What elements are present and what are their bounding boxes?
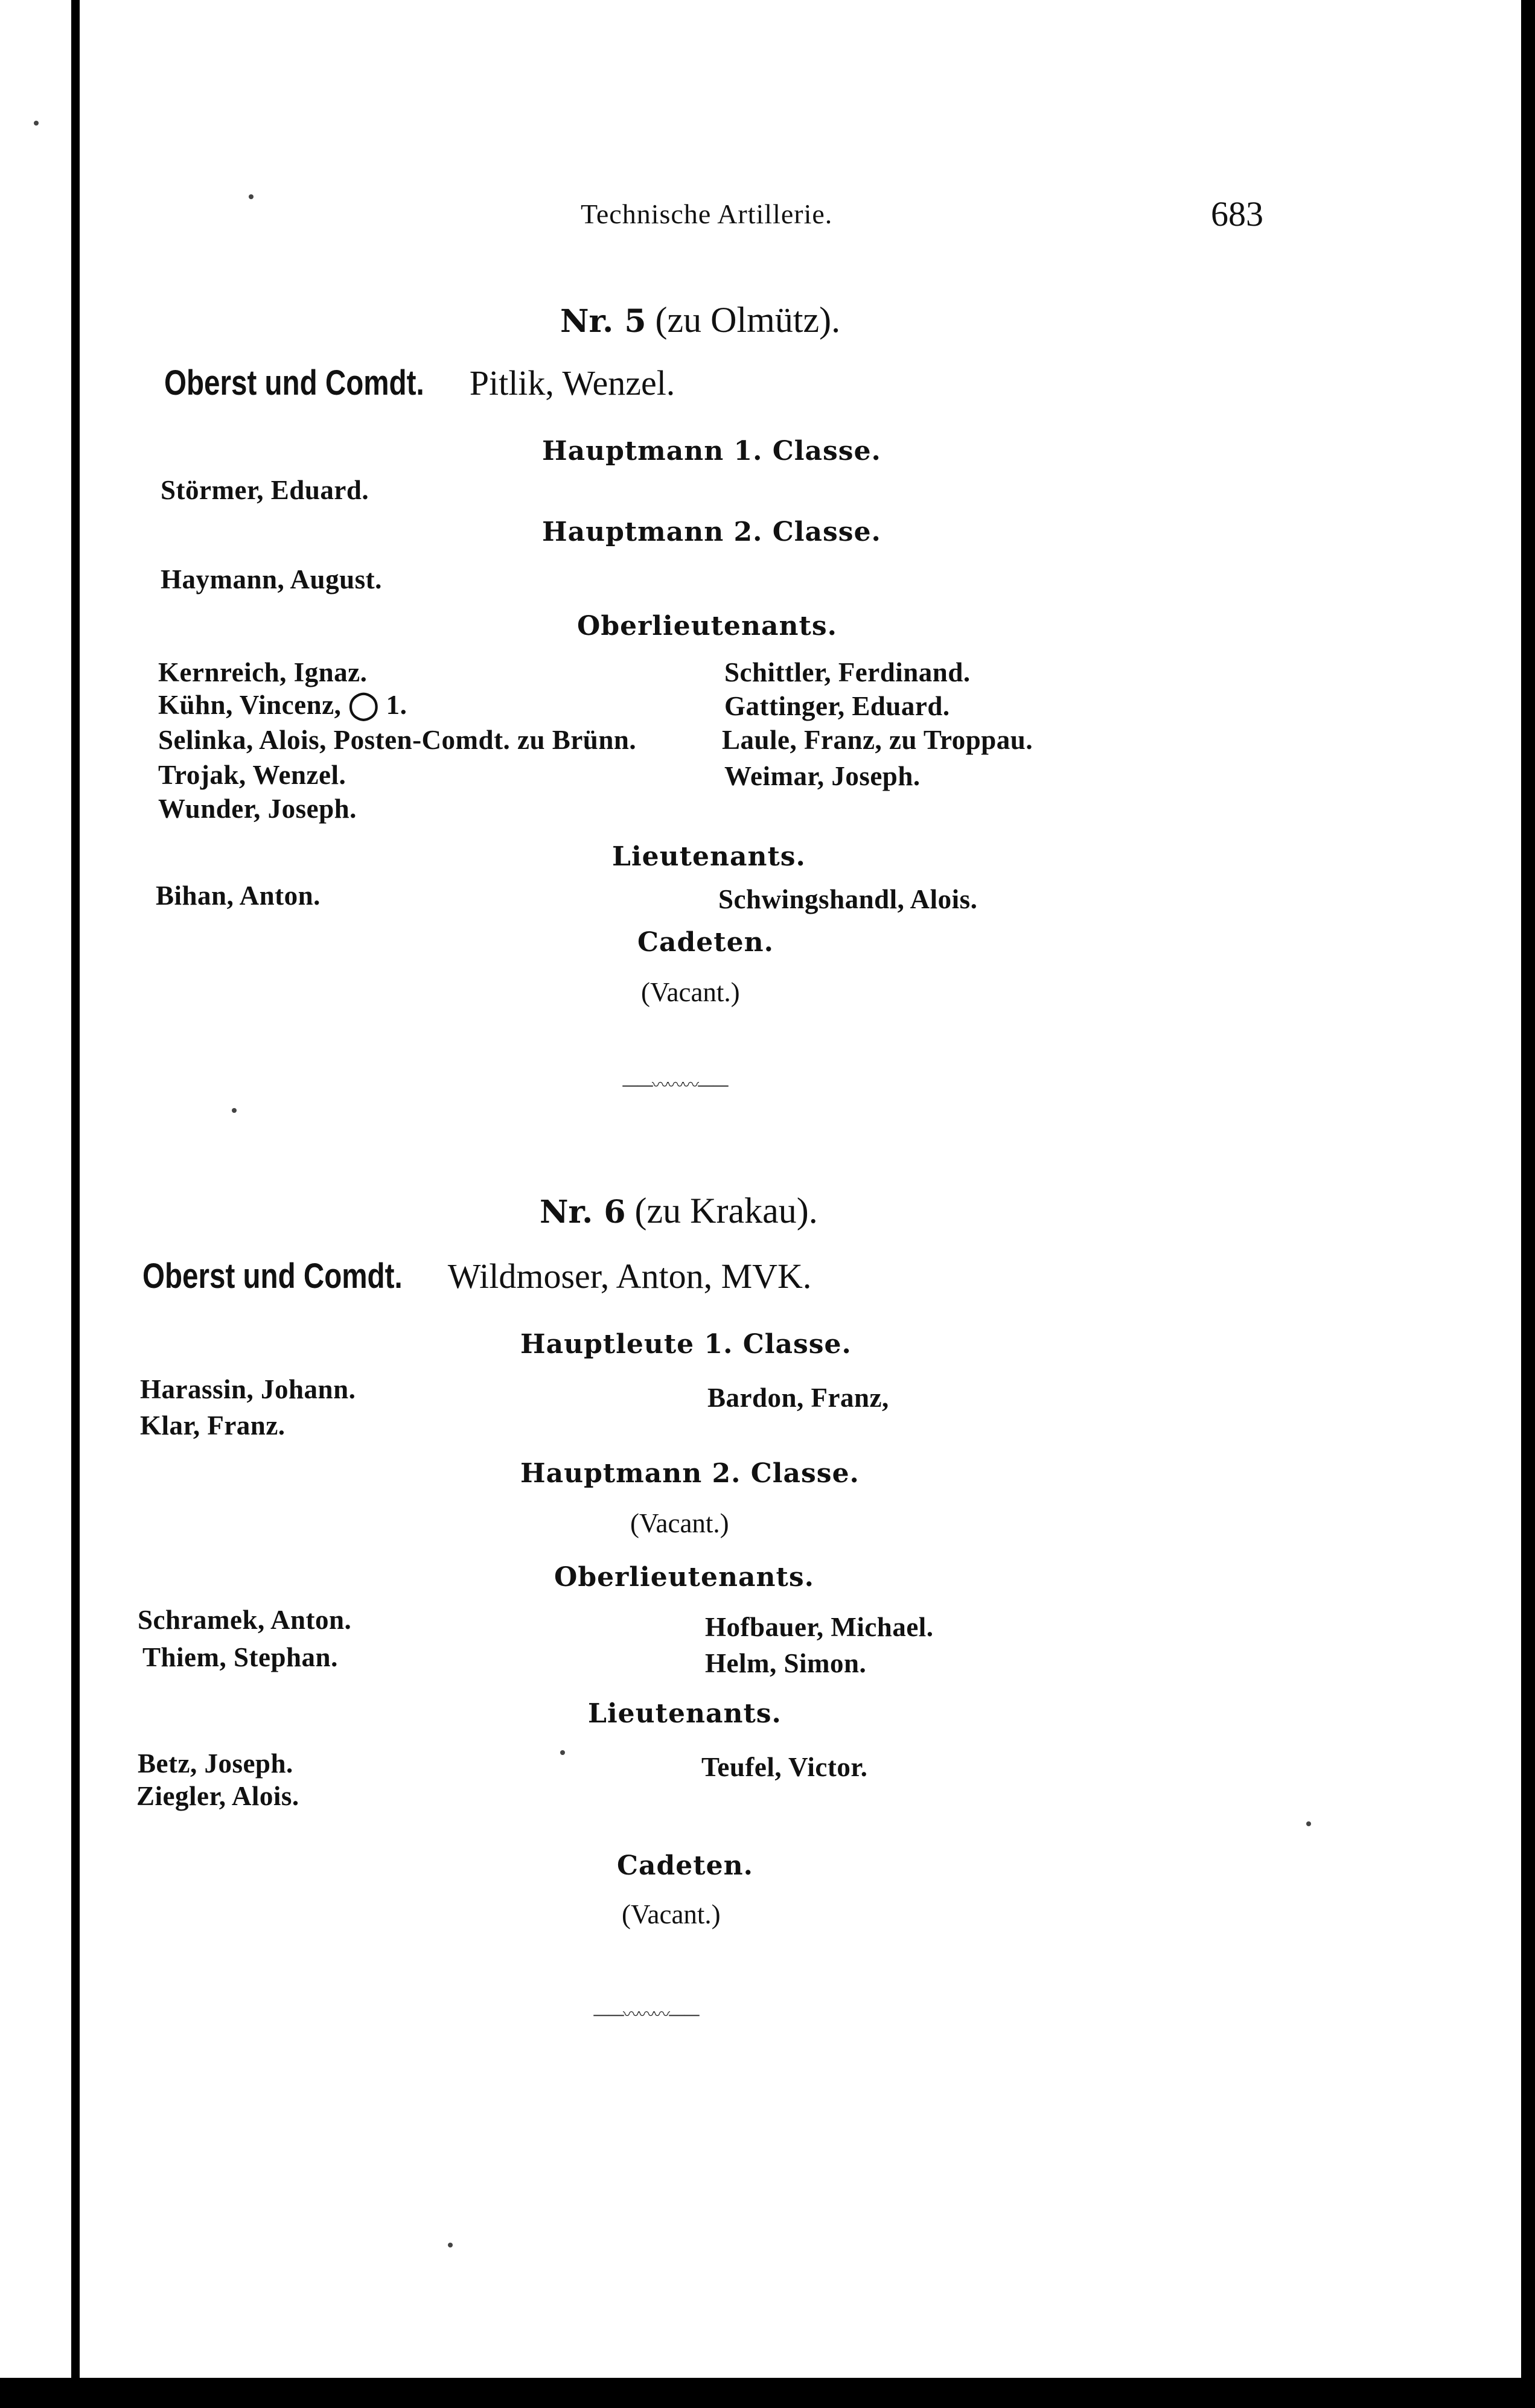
officer-name: Trojak, Wenzel. xyxy=(158,760,346,790)
rank-heading: Hauptmann 1. Classe. xyxy=(542,436,881,467)
commander-name: Pitlik, Wenzel. xyxy=(469,363,675,403)
rank-heading: Lieutenants. xyxy=(588,1698,782,1729)
commander-label: Oberst und Comdt. xyxy=(142,1257,403,1296)
section-divider: ——〰〰〰—— xyxy=(593,2004,699,2024)
officer-name: Wunder, Joseph. xyxy=(158,794,357,824)
rank-heading: Hauptmann 2. Classe. xyxy=(520,1458,860,1489)
commander-label: Oberst und Comdt. xyxy=(164,363,424,403)
book-page xyxy=(80,0,1521,2378)
section-6-place: (zu Krakau). xyxy=(634,1191,818,1231)
rank-heading: Oberlieutenants. xyxy=(577,611,837,642)
officer-name: Weimar, Joseph. xyxy=(724,761,921,791)
running-header-title: Technische Artillerie. xyxy=(581,199,833,229)
officer-name: Klar, Franz. xyxy=(140,1410,286,1441)
officer-name: Thiem, Stephan. xyxy=(142,1642,338,1672)
rank-heading: Hauptleute 1. Classe. xyxy=(520,1329,852,1360)
rank-heading: Oberlieutenants. xyxy=(554,1562,814,1593)
speck xyxy=(448,2243,453,2247)
officer-name: Ziegler, Alois. xyxy=(136,1781,299,1811)
section-5-number: Nr. 5 xyxy=(560,303,646,340)
section-6-number: Nr. 6 xyxy=(540,1194,626,1231)
officer-name: Helm, Simon. xyxy=(705,1648,867,1678)
right-page-edge xyxy=(1521,0,1535,2408)
page-number: 683 xyxy=(1211,194,1263,234)
rank-heading: Lieutenants. xyxy=(612,841,806,872)
speck xyxy=(232,1108,237,1113)
section-5-place: (zu Olmütz). xyxy=(655,300,841,340)
officer-name: Bihan, Anton. xyxy=(156,881,321,911)
section-6-heading xyxy=(540,1193,818,1229)
section-6-commander xyxy=(142,1259,811,1294)
page-gutter-edge xyxy=(71,0,80,2408)
officer-name: Selinka, Alois, Posten-Comdt. zu Brünn. xyxy=(158,725,637,755)
officer-name: Harassin, Johann. xyxy=(140,1374,356,1404)
officer-name: Laule, Franz, zu Troppau. xyxy=(722,725,1033,755)
speck xyxy=(34,121,39,126)
vacant-note: (Vacant.) xyxy=(622,1899,721,1929)
rank-heading: Cadeten. xyxy=(637,927,774,958)
officer-name: Teufel, Victor. xyxy=(701,1752,868,1782)
officer-name: Störmer, Eduard. xyxy=(161,475,369,505)
speck xyxy=(249,194,254,199)
bottom-page-edge xyxy=(0,2378,1535,2408)
vacant-note: (Vacant.) xyxy=(641,977,740,1007)
left-page-margin xyxy=(0,0,71,2408)
section-divider: ——〰〰〰—— xyxy=(622,1075,728,1095)
section-5-heading xyxy=(560,302,840,338)
officer-name: Hofbauer, Michael. xyxy=(705,1612,934,1642)
officer-name: Bardon, Franz, xyxy=(707,1383,889,1413)
officer-name: Kühn, Vincenz, ◯ 1. xyxy=(158,690,407,720)
officer-name: Gattinger, Eduard. xyxy=(724,691,950,721)
officer-name: Schittler, Ferdinand. xyxy=(724,657,971,687)
officer-name: Haymann, August. xyxy=(161,564,382,594)
speck xyxy=(560,1750,565,1755)
vacant-note: (Vacant.) xyxy=(630,1508,729,1538)
officer-name: Kernreich, Ignaz. xyxy=(158,657,368,687)
rank-heading: Cadeten. xyxy=(617,1850,753,1881)
speck xyxy=(1306,1821,1311,1826)
rank-heading: Hauptmann 2. Classe. xyxy=(542,517,881,547)
officer-name: Betz, Joseph. xyxy=(138,1748,293,1779)
officer-name: Schramek, Anton. xyxy=(138,1605,352,1635)
section-5-commander xyxy=(164,363,675,403)
officer-name: Schwingshandl, Alois. xyxy=(718,884,978,914)
commander-name: Wildmoser, Anton, MVK. xyxy=(447,1257,812,1296)
